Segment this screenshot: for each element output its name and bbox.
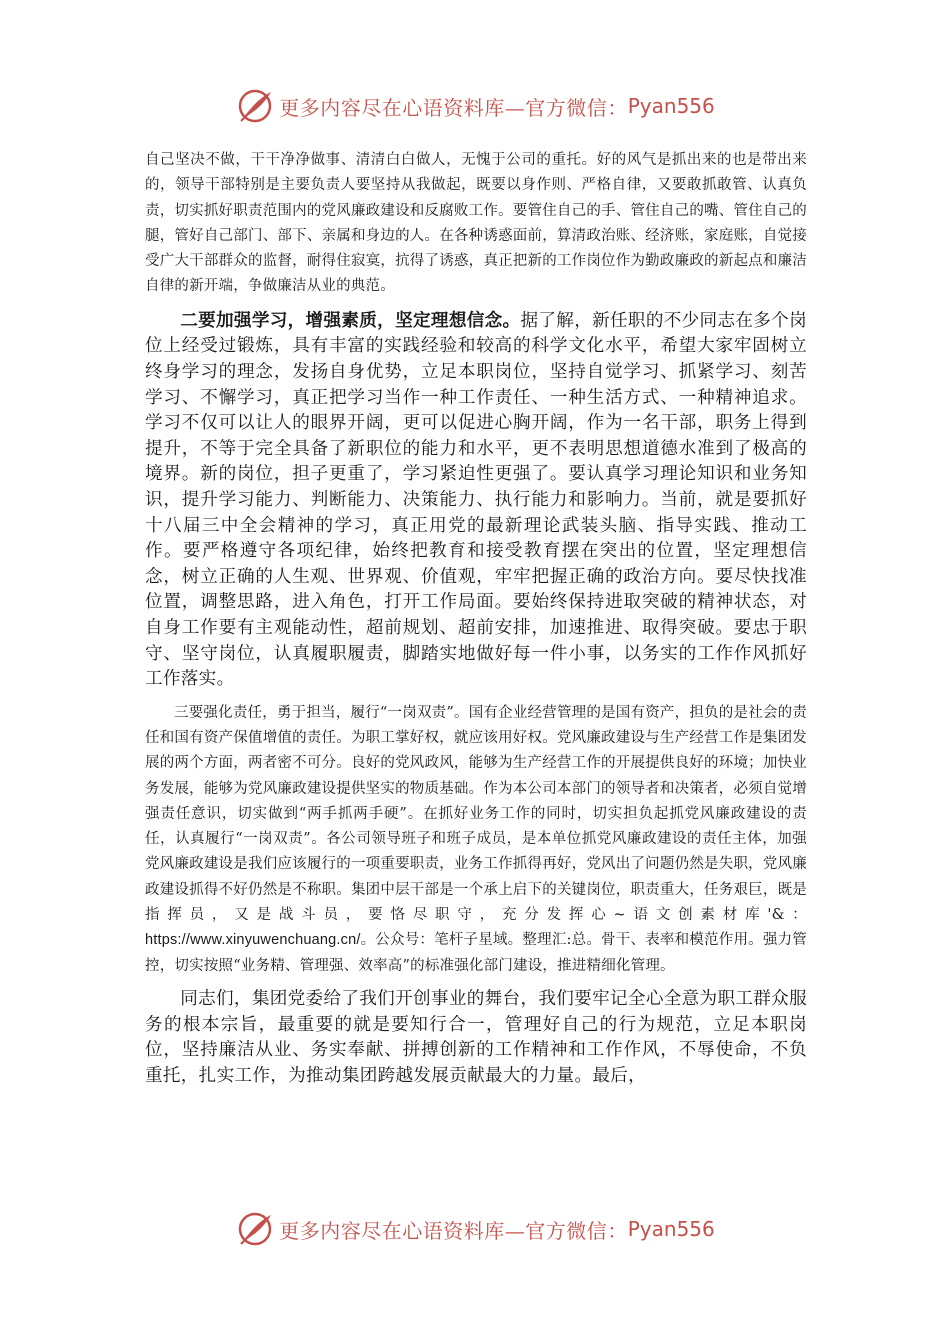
paragraph-3: [145, 701, 807, 979]
paragraph-3-part-a: 三要强化责任，勇于担当，履行“一岗双责”。国有企业经营管理的是国有资产，担负的是社会的责任和国有资产保值增值的责任。为职工掌好权，就应该用好权。党风廉政建设与生产经营工作是集团发展的两个方面，两者密不可分。良好的党风政风，能够为生产经营工作的开展提供良好的环境；加快业务发展，能够为党风廉政建设提供坚实的物质基础。作为本公司本部门的领导者和决策者，必须自觉增强责任意识，切实做到“两手抓两手硬”。在抓好业务工作的同时，切实担负起抓党风廉政建设的责任，认真履行“一岗双责”。各公司领导班子和班子成员，是本单位抓党风廉政建设的责任主体，加强党风廉政建设是我们应该履行的一项重要职责，业务工作抓得再好，党风出了问题仍然是失职，党风廉政建设抓得不好仍然是不称职。集团中层干部是一个承上启下的关键岗位，职责重大，任务艰巨，既是指挥员，又是战斗员，要恪尽职守，充分发挥心~语文创素材库'&：: [145, 704, 807, 924]
header-watermark-banner: [0, 84, 950, 128]
banner-wechat-handle: Pyan556: [627, 1217, 715, 1241]
paragraph-3-url: https://www.xinyuwenchuang.cn/: [145, 932, 361, 949]
paragraph-4: 同志们，集团党委给了我们开创事业的舞台，我们要牢记全心全意为职工群众服务的根本宗旨，最重要的就是要知行合一，管理好自己的行为规范，立足本职岗位，坚持廉洁从业、务实奉献、拼搏创新的工作精神和工作作风，不辱使命，不负重托，扎实工作，为推动集团跨越发展贡献最大的力量。最后，: [145, 988, 807, 1086]
feather-pen-logo-icon: [235, 86, 275, 126]
paragraph-2-body: 据了解，新任职的不少同志在多个岗位上经受过锻炼，具有丰富的实践经验和较高的科学文化水平，希望大家牢固树立终身学习的理念，发扬自身优势，立足本职岗位，坚持自觉学习、抓紧学习、刻苦学习、不懈学习，真正把学习当作一种工作责任、一种生活方式、一种精神追求。学习不仅可以让人的眼界开阔，更可以促进心胸开阔，作为一名干部，职务上得到提升，不等于完全具备了新职位的能力和水平，更不表明思想道德水准到了极高的境界。新的岗位，担子更重了，学习紧迫性更强了。要认真学习理论知识和业务知识，提升学习能力、判断能力、决策能力、执行能力和影响力。当前，就是要抓好十八届三中全会精神的学习，真正用党的最新理论武装头脑、指导实践、推动工作。要严格遵守各项纪律，始终把教育和接受教育摆在突出的位置，坚定理想信念，树立正确的人生观、世界观、价值观，牢牢把握正确的政治方向。要尽快找准位置，调整思路，进入角色，打开工作局面。要始终保持进取突破的精神状态，对自身工作要有主观能动性，超前规划、超前安排，加速推进、取得突破。要忠于职守、坚守岗位，认真履职履责，脚踏实地做好每一件小事，以务实的工作作风抓好工作落实。: [145, 310, 807, 690]
document-body: [145, 148, 807, 1089]
footer-watermark-banner: [0, 1207, 950, 1251]
paragraph-2: [145, 308, 807, 693]
banner-text: 更多内容尽在心语资料库—官方微信：: [279, 1218, 628, 1243]
paragraph-1: 自己坚决不做，干干净净做事、清清白白做人，无愧于公司的重托。好的风气是抓出来的也是带出来的，领导干部特别是主要负责人要坚持从我做起，既要以身作则、严格自律，又要敢抓敢管、认真负责，切实抓好职责范围内的党风廉政建设和反腐败工作。要管住自己的手、管住自己的嘴、管住自己的腿，管好自己部门、部下、亲属和身边的人。在各种诱惑面前，算清政治账、经济账，家庭账，自觉接受广大干部群众的监督，耐得住寂寞，抗得了诱惑，真正把新的工作岗位作为勤政廉政的新起点和廉洁自律的新开端，争做廉洁从业的典范。: [145, 152, 807, 295]
paragraph-3-part-b: 。公众号：笔杆子星域。整理汇:总。骨干、表率和模范作用。强力管控，切实按照“业务精、管理强、效率高”的标准强化部门建设，推进精细化管理。: [145, 932, 807, 974]
paragraph-2-lead: 二要加强学习，增强素质，坚定理想信念。: [180, 309, 521, 331]
feather-pen-logo-icon: [235, 1209, 275, 1249]
banner-wechat-handle: Pyan556: [627, 94, 715, 118]
banner-text: 更多内容尽在心语资料库—官方微信：: [279, 95, 628, 120]
